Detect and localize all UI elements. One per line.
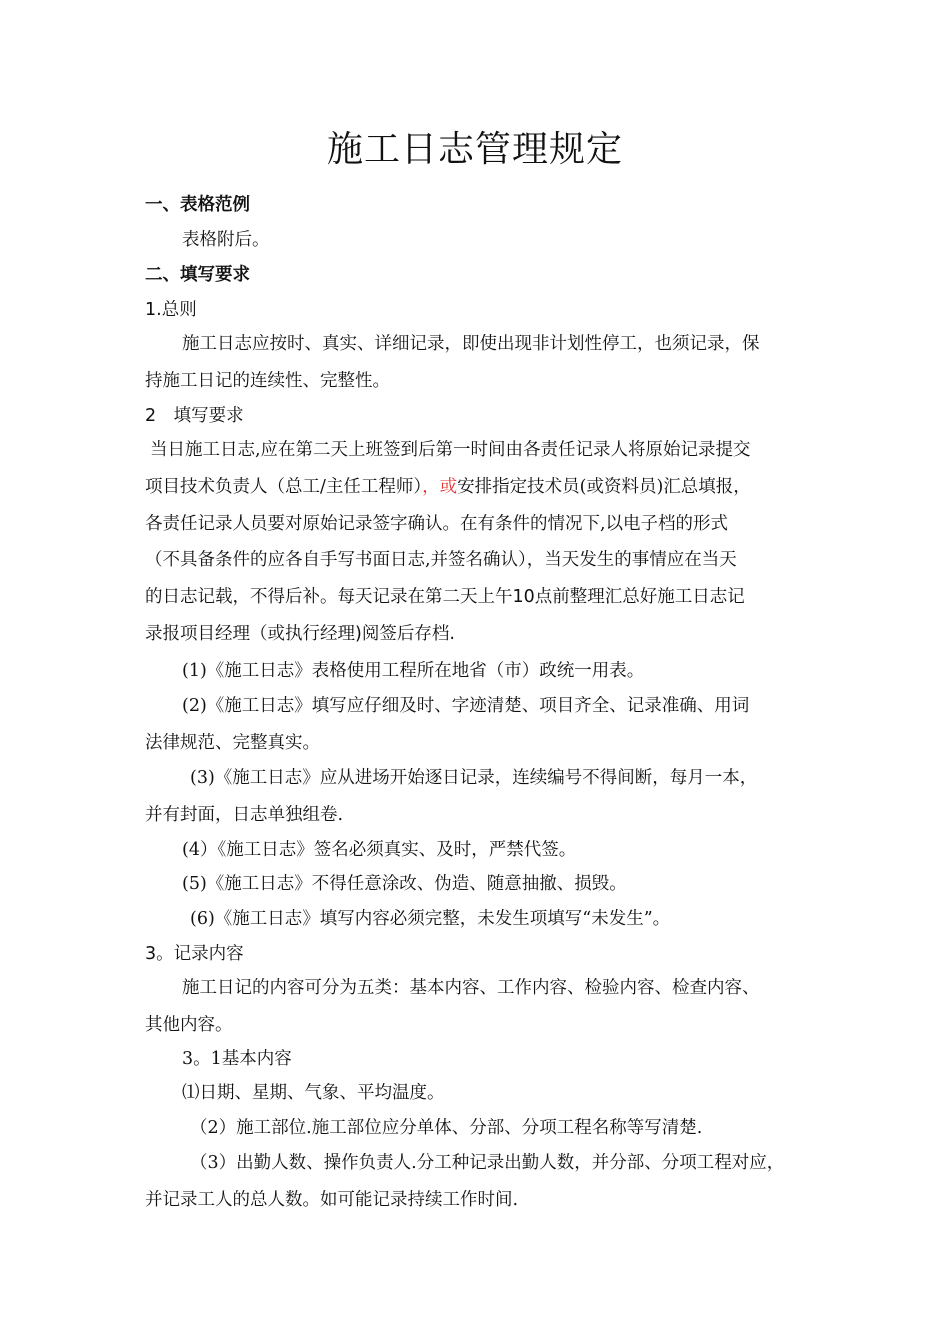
paragraph-line: 表格附后。 — [182, 230, 270, 250]
subsection-heading: 1.总则 — [145, 300, 197, 320]
subsection-heading: 3。1基本内容 — [182, 1049, 292, 1069]
paragraph-line — [145, 475, 751, 499]
list-item: (3)《施工日志》应从进场开始逐日记录，连续编号不得间断，每月一本， — [190, 768, 758, 788]
list-item: （2）施工部位.施工部位应分单体、分部、分项工程名称等写清楚. — [190, 1118, 703, 1138]
text-run: 安排指定技术员(或资料员)汇总填报， — [457, 477, 751, 497]
list-item-continuation: 并记录工人的总人数。如可能记录持续工作时间. — [145, 1190, 519, 1210]
emphasis-text-run: 当天发生的事情应在当天 — [544, 550, 737, 570]
list-item: ⑴日期、星期、气象、平均温度。 — [182, 1083, 445, 1103]
section-heading: 二、填写要求 — [145, 265, 250, 285]
paragraph-line: 施工日志应按时、真实、详细记录，即使出现非计划性停工，也须记录，保 — [182, 334, 760, 354]
list-item: (5)《施工日志》不得任意涂改、伪造、随意抽撤、损毁。 — [182, 874, 627, 894]
list-item: (4）《施工日志》签名必须真实、及时，严禁代签。 — [182, 840, 577, 860]
paragraph-line: 其他内容。 — [145, 1015, 233, 1035]
emphasis-line: 录报项目经理（或执行经理)阅签后存档. — [145, 624, 455, 644]
paragraph-line — [145, 548, 737, 572]
paragraph-line: 施工日记的内容可分为五类：基本内容、工作内容、检验内容、检查内容、 — [182, 978, 760, 998]
list-item-continuation: 并有封面，日志单独组卷. — [145, 805, 344, 825]
paragraph-line: 各责任记录人员要对原始记录签字确认。在有条件的情况下,以电子档的形式 — [145, 514, 729, 534]
list-item: (1)《施工日志》表格使用工程所在地省（市）政统一用表。 — [182, 661, 645, 681]
paragraph-line: 当日施工日志,应在第二天上班签到后第一时间由各责任记录人将原始记录提交 — [150, 440, 751, 460]
section-heading: 一、表格范例 — [145, 195, 250, 215]
document-title: 施工日志管理规定 — [326, 129, 623, 170]
paragraph-line: 持施工日记的连续性、完整性。 — [145, 371, 390, 391]
emphasis-line: 的日志记载，不得后补。每天记录在第二天上午10点前整理汇总好施工日志记 — [145, 587, 745, 607]
list-item: （3）出勤人数、操作负责人.分工种记录出勤人数，并分部、分项工程对应， — [190, 1153, 785, 1173]
list-item: (6)《施工日志》填写内容必须完整，未发生项填写“未发生”。 — [190, 909, 671, 929]
subsection-heading: 3。记录内容 — [145, 944, 244, 964]
text-run: （不具备条件的应各自手写书面日志,并签名确认）， — [145, 550, 545, 570]
subsection-heading: 2 填写要求 — [145, 406, 244, 426]
list-item-continuation: 法律规范、完整真实。 — [145, 733, 320, 753]
list-item: (2)《施工日志》填写应仔细及时、字迹清楚、项目齐全、记录准确、用词 — [182, 696, 750, 716]
red-text-run: ，或 — [422, 477, 458, 497]
text-run: 项目技术负责人（总工/主任工程师） — [145, 477, 423, 497]
